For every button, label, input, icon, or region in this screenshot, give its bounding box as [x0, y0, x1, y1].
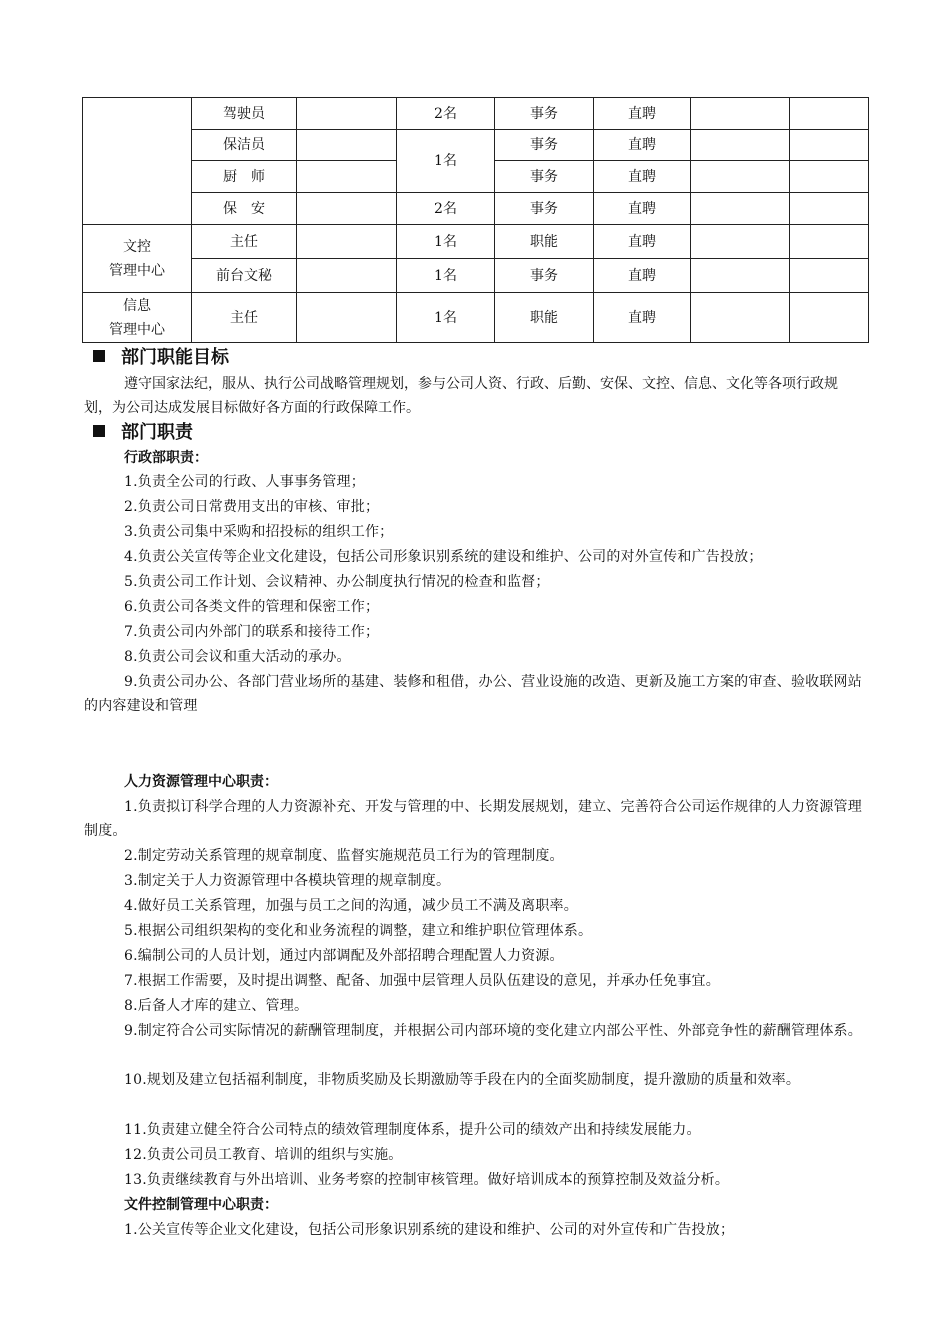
square-bullet-icon	[93, 350, 105, 362]
list-item: 2.制定劳动关系管理的规章制度、监督实施规范员工行为的管理制度。	[124, 848, 564, 864]
position-cell: 保 安	[192, 193, 297, 225]
goals-heading: 部门职能目标	[93, 346, 229, 370]
list-item: 7.根据工作需要，及时提出调整、配备、加强中层管理人员队伍建设的意见，并承办任免事宜。	[124, 973, 720, 989]
type-cell: 职能	[495, 293, 594, 343]
list-item: 8.负责公司会议和重大活动的承办。	[124, 649, 351, 665]
type-cell: 事务	[495, 130, 594, 161]
position-cell: 前台文秘	[192, 259, 297, 293]
list-item: 4.负责公关宣传等企业文化建设，包括公司形象识别系统的建设和维护、公司的对外宣传和广告投放；	[124, 549, 763, 565]
hire-cell: 直聘	[594, 161, 691, 193]
department-cell: 信息 管理中心	[83, 293, 192, 343]
list-item: 1.公关宣传等企业文化建设，包括公司形象识别系统的建设和维护、公司的对外宣传和广告投放；	[124, 1222, 735, 1238]
admin-duties-title: 行政部职责：	[124, 450, 208, 466]
type-cell: 事务	[495, 161, 594, 193]
list-item: 7.负责公司内外部门的联系和接待工作；	[124, 624, 380, 640]
position-cell: 保洁员	[192, 130, 297, 161]
type-cell: 事务	[495, 259, 594, 293]
hire-cell: 直聘	[594, 130, 691, 161]
hire-cell: 直聘	[594, 225, 691, 259]
count-cell: 1名	[397, 225, 495, 259]
hr-duties-title: 人力资源管理中心职责：	[124, 774, 278, 790]
position-cell: 主任	[192, 225, 297, 259]
hire-cell: 直聘	[594, 98, 691, 130]
position-cell: 驾驶员	[192, 98, 297, 130]
list-item: 1.负责拟订科学合理的人力资源补充、开发与管理的中、长期发展规划，建立、完善符合公司运作规律的人力资源管理制度。	[84, 799, 862, 839]
type-cell: 事务	[495, 193, 594, 225]
list-item: 8.后备人才库的建立、管理。	[124, 998, 309, 1014]
doc-control-duties-title: 文件控制管理中心职责：	[124, 1197, 278, 1213]
list-item: 2.负责公司日常费用支出的审核、审批；	[124, 499, 380, 515]
department-cell	[83, 98, 192, 225]
hire-cell: 直聘	[594, 259, 691, 293]
type-cell: 事务	[495, 98, 594, 130]
staffing-table	[82, 97, 869, 343]
duties-heading: 部门职责	[93, 421, 193, 445]
hire-cell: 直聘	[594, 193, 691, 225]
position-cell: 厨 师	[192, 161, 297, 193]
hire-cell: 直聘	[594, 293, 691, 343]
list-item: 5.根据公司组织架构的变化和业务流程的调整，建立和维护职位管理体系。	[124, 923, 593, 939]
count-cell: 1名	[397, 130, 495, 193]
list-item: 9.制定符合公司实际情况的薪酬管理制度，并根据公司内部环境的变化建立内部公平性、外部竞争性的薪酬管理体系。	[124, 1023, 862, 1039]
list-item: 6.编制公司的人员计划，通过内部调配及外部招聘合理配置人力资源。	[124, 948, 564, 964]
count-cell: 1名	[397, 259, 495, 293]
department-cell: 文控 管理中心	[83, 225, 192, 293]
square-bullet-icon	[93, 425, 105, 437]
goals-paragraph: 遵守国家法纪，服从、执行公司战略管理规划，参与公司人资、行政、后勤、安保、文控、信息、文化等各项行政规划，为公司达成发展目标做好各方面的行政保障工作。	[84, 376, 838, 416]
type-cell: 职能	[495, 225, 594, 259]
list-item: 12.负责公司员工教育、培训的组织与实施。	[124, 1147, 403, 1163]
list-item: 11.负责建立健全符合公司特点的绩效管理制度体系，提升公司的绩效产出和持续发展能力。	[124, 1122, 701, 1138]
list-item: 10.规划及建立包括福利制度，非物质奖励及长期激励等手段在内的全面奖励制度，提升激励的质量和效率。	[124, 1072, 801, 1088]
list-item: 1.负责全公司的行政、人事事务管理；	[124, 474, 365, 490]
count-cell: 2名	[397, 193, 495, 225]
list-item: 4.做好员工关系管理，加强与员工之间的沟通，减少员工不满及离职率。	[124, 898, 578, 914]
count-cell: 1名	[397, 293, 495, 343]
list-item: 6.负责公司各类文件的管理和保密工作；	[124, 599, 380, 615]
list-item: 5.负责公司工作计划、会议精神、办公制度执行情况的检查和监督；	[124, 574, 550, 590]
list-item: 13.负责继续教育与外出培训、业务考察的控制审核管理。做好培训成本的预算控制及效益分析。	[124, 1172, 730, 1188]
list-item: 3.负责公司集中采购和招投标的组织工作；	[124, 524, 394, 540]
list-item: 3.制定关于人力资源管理中各模块管理的规章制度。	[124, 873, 451, 889]
list-item: 9.负责公司办公、各部门营业场所的基建、装修和租借，办公、营业设施的改造、更新及施工方案的审查、验收联网站的内容建设和管理	[84, 674, 862, 714]
position-cell: 主任	[192, 293, 297, 343]
count-cell: 2名	[397, 98, 495, 130]
